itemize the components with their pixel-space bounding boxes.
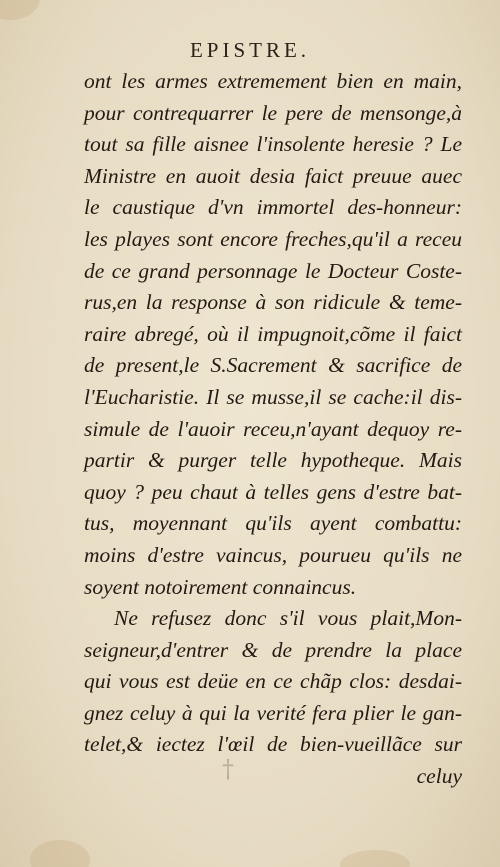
catchword: celuy [416, 764, 462, 789]
cross-ornament: † [222, 755, 234, 783]
text-line: simule de l'auoir receu,n'ayant dequoy re- [84, 416, 462, 441]
text-line: tus, moyennant qu'ils ayent combattu: [84, 511, 462, 536]
text-line: seigneur,d'entrer & de prendre la place [84, 637, 462, 662]
text-line: moins d'estre vaincus, pourueu qu'ils ne [84, 542, 462, 567]
text-line: l'Eucharistie. Il se musse,il se cache:il dis- [84, 384, 462, 409]
text-line: les playes sont encore freches,qu'il a receu [84, 226, 462, 251]
text-line: qui vous est deüe en ce chãp clos: desdai- [84, 669, 462, 694]
epistle-text [84, 66, 462, 793]
text-line: tout sa fille aisnee l'insolente heresie ? Le [84, 132, 462, 157]
paper-stain [340, 850, 410, 867]
text-line: partir & purger telle hypotheque. Mais [84, 448, 462, 473]
text-line: ont les armes extremement bien en main, [84, 69, 462, 93]
text-line: raire abregé, où il impugnoit,cõme il faict [84, 321, 462, 346]
paper-stain [30, 840, 90, 867]
text-line: Ministre en auoit desia faict preuue auec [84, 163, 462, 188]
text-line: soyent notoirement connaincus. [84, 574, 357, 599]
text-line: telet,& iectez l'œil de bien-vueillãce sur [84, 732, 462, 757]
text-line: quoy ? peu chaut à telles gens d'estre bat- [84, 479, 462, 504]
running-title: EPISTRE. [189, 38, 311, 62]
text-line: gnez celuy à qui la verité fera plier le gan- [84, 700, 462, 725]
text-line: pour contrequarrer le pere de mensonge,à [84, 100, 462, 125]
text-line: de ce grand personnage le Docteur Coste- [84, 258, 462, 283]
paper-stain [0, 0, 40, 20]
text-line: le caustique d'vn immortel des-honneur: [84, 195, 462, 220]
text-line: de present,le S.Sacrement & sacrifice de [84, 353, 462, 378]
text-line: Ne refusez donc s'il vous plait,Mon- [114, 606, 462, 631]
text-line: rus,en la response à son ridicule & teme- [84, 290, 462, 315]
